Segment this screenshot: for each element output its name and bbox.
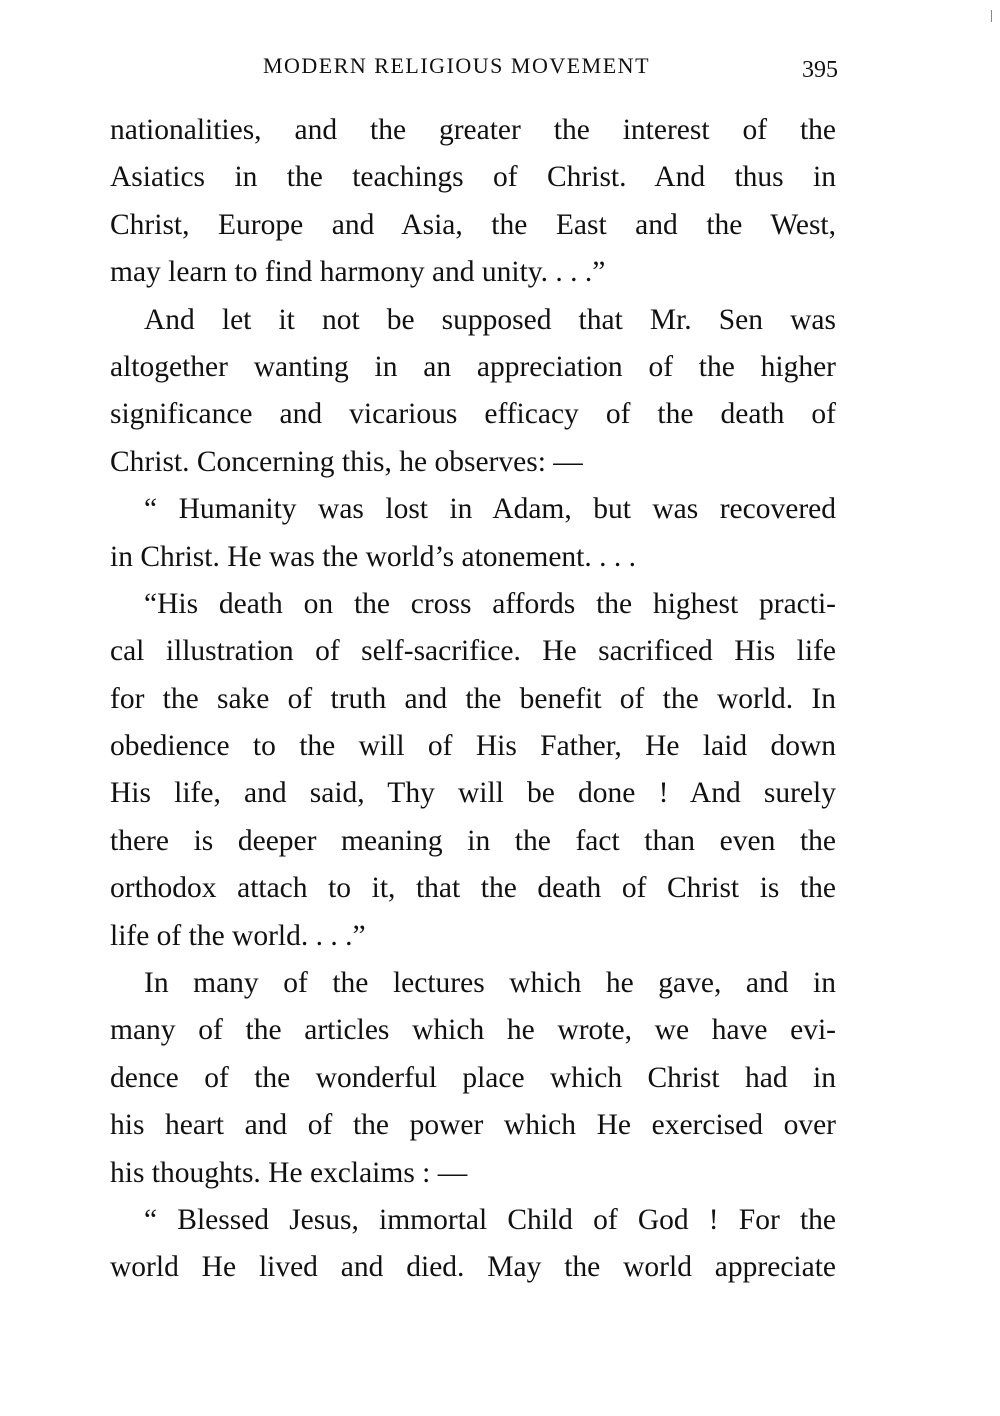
text-line: significance and vicarious efficacy of the death of (110, 398, 836, 431)
text-line: “ Humanity was lost in Adam, but was recovered (144, 493, 836, 526)
text-line: Christ. Concerning this, he observes: — (110, 445, 583, 478)
text-line: in Christ. He was the world’s atonement. . . . (110, 540, 637, 573)
text-line: there is deeper meaning in the fact than even the (110, 824, 836, 857)
page-number: 395 (802, 57, 838, 83)
text-line: Christ, Europe and Asia, the East and the West, (110, 208, 836, 241)
text-line: world He lived and died. May the world appreciate (110, 1251, 836, 1284)
text-line: nationalities, and the greater the interest of the (110, 114, 836, 146)
paragraph-4 (110, 581, 836, 960)
text-line: may learn to find harmony and unity. . . .” (110, 256, 606, 289)
margin-mark (991, 10, 992, 22)
text-line: his heart and of the power which He exercised over (110, 1109, 836, 1142)
text-line: many of the articles which he wrote, we have evi- (110, 1014, 836, 1047)
running-head (110, 50, 836, 82)
text-line: altogether wanting in an appreciation of the higher (110, 350, 836, 383)
text-line: life of the world. . . .” (110, 919, 366, 952)
paragraph-2 (110, 297, 836, 487)
text-line: orthodox attach to it, that the death of Christ is the (110, 872, 836, 905)
paragraph-6 (110, 1197, 836, 1292)
text-line: for the sake of truth and the benefit of the world. In (110, 682, 836, 715)
body-text (110, 107, 836, 1292)
text-line: cal illustration of self-sacrifice. He sacrificed His life (110, 635, 836, 668)
text-line: In many of the lectures which he gave, and in (144, 967, 836, 1000)
text-line: Asiatics in the teachings of Christ. And thus in (110, 161, 836, 194)
paragraph-5 (110, 960, 836, 1197)
text-line: And let it not be supposed that Mr. Sen was (144, 303, 836, 336)
running-title: MODERN RELIGIOUS MOVEMENT (262, 53, 651, 78)
text-line: dence of the wonderful place which Christ had in (110, 1061, 836, 1094)
text-line: “His death on the cross affords the highest practi- (144, 587, 836, 620)
text-line: “ Blessed Jesus, immortal Child of God ! For the (144, 1203, 836, 1236)
text-line: obedience to the will of His Father, He laid down (110, 730, 836, 763)
text-line: His life, and said, Thy will be done ! And surely (110, 777, 836, 810)
paragraph-3 (110, 486, 836, 581)
paragraph-1 (110, 107, 836, 297)
text-line: his thoughts. He exclaims : — (110, 1156, 468, 1189)
